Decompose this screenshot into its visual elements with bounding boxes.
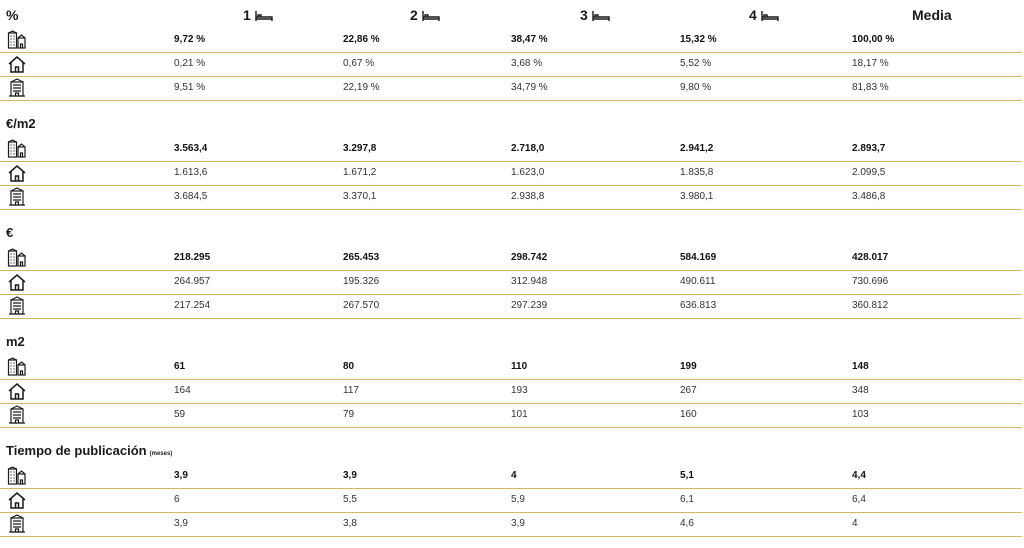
table-row <box>0 403 1024 427</box>
table-cell: 0,67 % <box>343 58 375 69</box>
table-cell: 297.239 <box>511 300 548 311</box>
bed-icon <box>255 11 273 21</box>
table-cell: 3,68 % <box>511 58 543 69</box>
column-header-label: 2 <box>410 7 418 23</box>
table-cell: 1.613,6 <box>174 167 208 178</box>
table-cell: 1.623,0 <box>511 167 545 178</box>
table-row <box>0 270 1024 294</box>
table-cell: 636.813 <box>680 300 717 311</box>
table-cell: 3.297,8 <box>343 143 377 154</box>
section-title: €/m2 <box>6 116 36 131</box>
table-cell: 267.570 <box>343 300 380 311</box>
table-cell: 2.941,2 <box>680 143 714 154</box>
table-cell: 584.169 <box>680 252 717 263</box>
table-cell: 18,17 % <box>852 58 889 69</box>
table-row <box>0 161 1024 185</box>
table-cell: 217.254 <box>174 300 211 311</box>
table-cell: 730.696 <box>852 276 889 287</box>
table-cell: 81,83 % <box>852 82 889 93</box>
column-header-label: 3 <box>580 7 588 23</box>
table-cell: 22,86 % <box>343 34 380 45</box>
row-divider <box>0 318 1022 319</box>
table-cell: 2.718,0 <box>511 143 545 154</box>
table-cell: 101 <box>511 409 528 420</box>
column-header-4-bedrooms <box>749 5 779 25</box>
column-header-media: Media <box>912 7 952 23</box>
all-properties-icon <box>7 248 27 268</box>
table-cell: 3.370,1 <box>343 191 377 202</box>
table-cell: 3.486,8 <box>852 191 886 202</box>
section-subtitle: (meses) <box>149 451 173 457</box>
column-header-2-bedrooms <box>410 5 440 25</box>
row-divider <box>0 536 1022 537</box>
table-cell: 148 <box>852 361 869 372</box>
table-cell: 2.938,8 <box>511 191 545 202</box>
house-icon <box>7 381 27 401</box>
table-cell: 6,1 <box>680 494 694 505</box>
column-header-label: 1 <box>243 7 251 23</box>
table-cell: 360.812 <box>852 300 889 311</box>
section-title-text: Tiempo de publicación <box>6 443 147 458</box>
table-cell: 218.295 <box>174 252 211 263</box>
table-cell: 5,52 % <box>680 58 712 69</box>
table-row <box>0 137 1024 161</box>
table-cell: 15,32 % <box>680 34 717 45</box>
table-cell: 199 <box>680 361 697 372</box>
table-cell: 110 <box>511 361 528 372</box>
table-cell: 38,47 % <box>511 34 548 45</box>
table-cell: 22,19 % <box>343 82 380 93</box>
table-cell: 117 <box>343 385 359 396</box>
table-cell: 195.326 <box>343 276 380 287</box>
table-cell: 265.453 <box>343 252 380 263</box>
table-row <box>0 488 1024 512</box>
apartment-building-icon <box>7 514 27 534</box>
table-cell: 0,21 % <box>174 58 206 69</box>
table-cell: 34,79 % <box>511 82 548 93</box>
house-icon <box>7 490 27 510</box>
table-cell: 61 <box>174 361 186 372</box>
all-properties-icon <box>7 466 27 486</box>
table-cell: 193 <box>511 385 528 396</box>
table-cell: 3,9 <box>343 470 357 481</box>
unit-label: % <box>6 7 19 23</box>
table-cell: 9,51 % <box>174 82 206 93</box>
house-icon <box>7 272 27 292</box>
table-cell: 3,9 <box>511 518 525 529</box>
table-cell: 428.017 <box>852 252 889 263</box>
table-cell: 312.948 <box>511 276 548 287</box>
table-row <box>0 76 1024 100</box>
table-cell: 103 <box>852 409 869 420</box>
bed-icon <box>592 11 610 21</box>
table-cell: 3.563,4 <box>174 143 208 154</box>
column-header-label: 4 <box>749 7 757 23</box>
table-cell: 5,9 <box>511 494 525 505</box>
table-row <box>0 294 1024 318</box>
table-cell: 348 <box>852 385 869 396</box>
table-cell: 2.099,5 <box>852 167 886 178</box>
apartment-building-icon <box>7 296 27 316</box>
table-cell: 6 <box>174 494 180 505</box>
table-row <box>0 246 1024 270</box>
bed-icon <box>761 11 779 21</box>
section-title: € <box>6 225 14 240</box>
table-row <box>0 512 1024 536</box>
table-cell: 4 <box>852 518 858 529</box>
table-cell: 3,8 <box>343 518 357 529</box>
table-cell: 160 <box>680 409 697 420</box>
table-row <box>0 379 1024 403</box>
bed-icon <box>422 11 440 21</box>
section-title <box>6 443 172 458</box>
table-cell: 264.957 <box>174 276 211 287</box>
table-row <box>0 28 1024 52</box>
table-row <box>0 52 1024 76</box>
apartment-building-icon <box>7 187 27 207</box>
table-cell: 1.835,8 <box>680 167 714 178</box>
table-cell: 80 <box>343 361 355 372</box>
table-cell: 2.893,7 <box>852 143 886 154</box>
table-cell: 3,9 <box>174 470 188 481</box>
table-cell: 100,00 % <box>852 34 895 45</box>
column-header-1-bedroom <box>243 5 273 25</box>
table-cell: 3.684,5 <box>174 191 208 202</box>
table-cell: 267 <box>680 385 697 396</box>
table-cell: 164 <box>174 385 191 396</box>
table-row <box>0 185 1024 209</box>
table-cell: 4,6 <box>680 518 694 529</box>
row-divider <box>0 100 1022 101</box>
table-cell: 1.671,2 <box>343 167 377 178</box>
apartment-building-icon <box>7 78 27 98</box>
row-divider <box>0 209 1022 210</box>
table-cell: 490.611 <box>680 276 716 287</box>
table-row <box>0 464 1024 488</box>
table-cell: 5,5 <box>343 494 357 505</box>
table-cell: 59 <box>174 409 186 420</box>
table-cell: 298.742 <box>511 252 548 263</box>
house-icon <box>7 163 27 183</box>
all-properties-icon <box>7 357 27 377</box>
all-properties-icon <box>7 139 27 159</box>
table-cell: 3,9 <box>174 518 188 529</box>
row-divider <box>0 427 1022 428</box>
table-cell: 5,1 <box>680 470 694 481</box>
table-cell: 3.980,1 <box>680 191 714 202</box>
house-icon <box>7 54 27 74</box>
apartment-building-icon <box>7 405 27 425</box>
table-cell: 9,72 % <box>174 34 206 45</box>
column-header-3-bedrooms <box>580 5 610 25</box>
all-properties-icon <box>7 30 27 50</box>
table-cell: 9,80 % <box>680 82 712 93</box>
table-cell: 6,4 <box>852 494 866 505</box>
table-cell: 4,4 <box>852 470 866 481</box>
table-cell: 4 <box>511 470 517 481</box>
section-title: m2 <box>6 334 25 349</box>
table-cell: 79 <box>343 409 355 420</box>
table-row <box>0 355 1024 379</box>
